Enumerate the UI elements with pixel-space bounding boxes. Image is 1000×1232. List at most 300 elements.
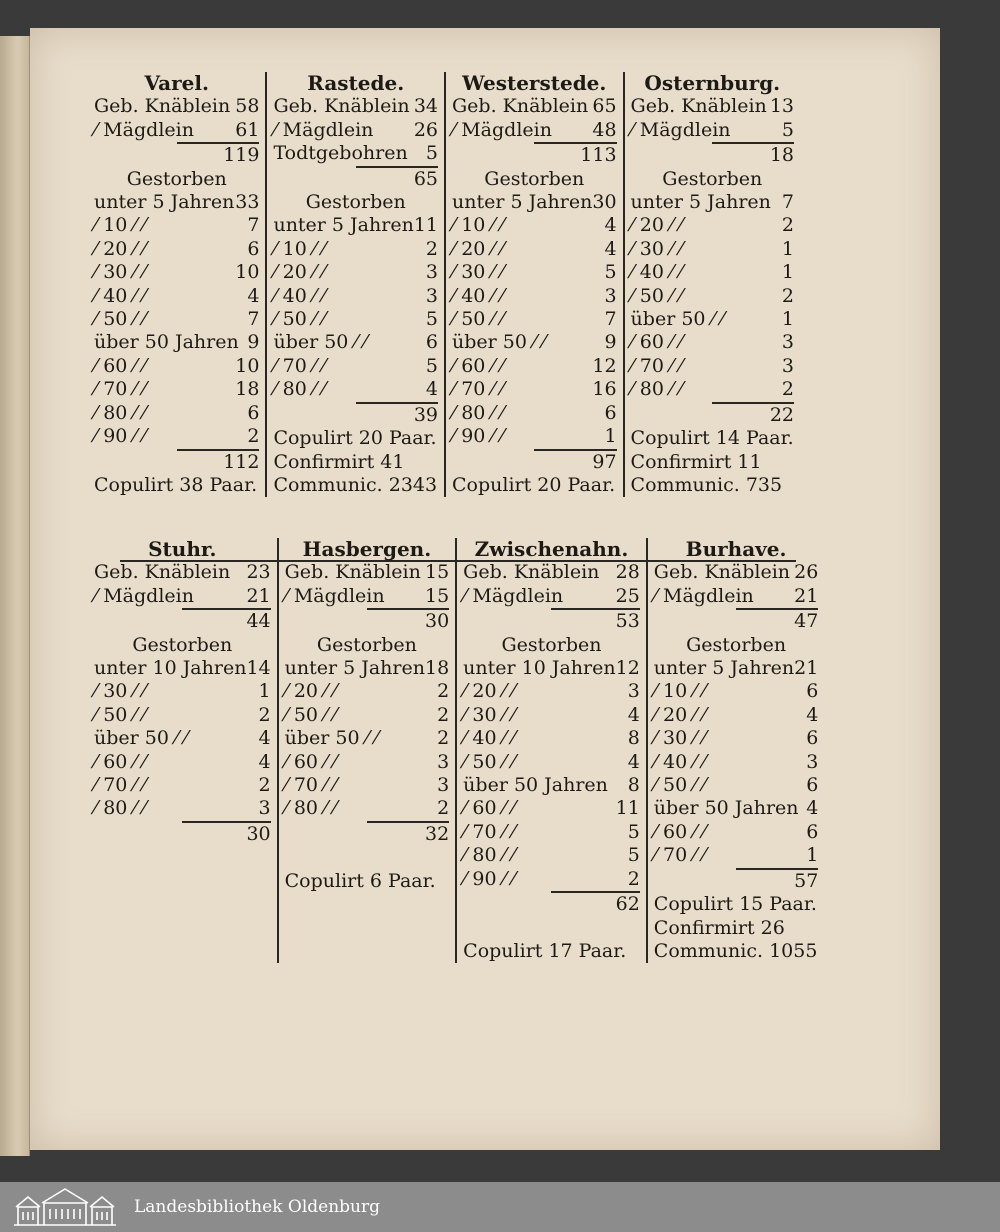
column-total: 112 [177, 449, 260, 474]
statistic-row [273, 261, 438, 284]
statistic-value: 6 [806, 727, 819, 750]
statistic-row [94, 657, 271, 680]
statistic-row [452, 308, 617, 331]
statistic-label: ⁄ 30 ⁄ ⁄ [653, 727, 706, 750]
statistic-label: ⁄ 80 ⁄ ⁄ [94, 797, 146, 820]
statistic-value: 2 [627, 867, 640, 890]
statistic-label: ⁄ Mägdlein [452, 118, 552, 141]
statistic-label: unter 10 Jahren [94, 657, 247, 680]
statistic-row [631, 285, 794, 308]
statistic-label: ⁄ Mägdlein [653, 584, 754, 607]
statistic-row [631, 261, 794, 284]
statistic-value: 11 [615, 797, 640, 820]
statistic-value: 13 [769, 95, 794, 118]
statistic-row [654, 844, 819, 867]
statistic-value: 9 [247, 331, 260, 354]
statistic-row [285, 751, 450, 774]
section-heading: Gestorben [662, 167, 763, 190]
statistic-label: über 50 ⁄ ⁄ [94, 727, 188, 750]
statistic-row [94, 355, 259, 378]
statistic-value: 6 [247, 237, 260, 260]
statistic-label: ⁄ 50 ⁄ ⁄ [653, 774, 706, 797]
statistic-label: ⁄ 10 ⁄ ⁄ [653, 680, 706, 703]
section-heading: Gestorben [686, 633, 787, 656]
statistic-value: 5 [627, 844, 640, 867]
statistic-row [452, 238, 617, 261]
summary-line: Confirmirt 41 [273, 450, 405, 473]
statistic-label: ⁄ 40 ⁄ ⁄ [94, 284, 146, 307]
statistic-value: 2 [781, 284, 794, 307]
statistic-row [94, 425, 259, 448]
section-heading: Gestorben [484, 167, 585, 190]
statistic-value: 15 [424, 561, 450, 584]
column-total: 39 [356, 402, 438, 427]
statistic-value: 7 [781, 191, 794, 214]
statistic-row [463, 561, 640, 584]
statistic-label: ⁄ 60 ⁄ ⁄ [94, 750, 146, 773]
section-heading: Gestorben [316, 633, 417, 656]
statistic-row [654, 680, 819, 703]
statistic-row [94, 751, 271, 774]
statistic-row [273, 119, 438, 142]
statistic-label: ⁄ 70 ⁄ ⁄ [653, 844, 706, 867]
statistic-label: ⁄ 70 ⁄ ⁄ [630, 354, 683, 377]
statistic-value: 2 [437, 680, 450, 703]
statistic-row [94, 680, 271, 703]
parish-column [88, 72, 265, 497]
statistic-row [463, 680, 640, 703]
statistic-value: 2 [425, 237, 438, 260]
statistic-value: 6 [604, 401, 617, 424]
statistic-row [452, 214, 617, 237]
statistic-row [94, 402, 259, 425]
parish-name: Varel. [144, 71, 209, 95]
parish-name: Rastede. [307, 71, 405, 95]
statistic-value: 21 [794, 584, 819, 607]
statistic-label: ⁄ 50 ⁄ ⁄ [94, 703, 146, 726]
statistic-value: 6 [806, 820, 819, 843]
statistic-label: Geb. Knäblein [463, 561, 600, 584]
statistic-row [631, 238, 794, 261]
book-spine-edge [0, 36, 30, 1156]
statistic-label: Geb. Knäblein [653, 561, 791, 584]
statistic-value: 1 [604, 425, 617, 448]
statistic-row [94, 331, 259, 354]
column-total: 62 [551, 891, 639, 916]
statistic-value: 4 [627, 750, 640, 773]
statistic-label: Geb. Knäblein [273, 95, 410, 118]
statistic-value: 2 [781, 378, 794, 401]
statistic-label: über 50 Jahren [94, 331, 239, 354]
statistic-row [94, 704, 271, 727]
statistic-row [463, 727, 640, 750]
statistic-value: 1 [258, 680, 271, 703]
statistic-value: 4 [258, 727, 271, 750]
statistic-label: ⁄ 70 ⁄ ⁄ [94, 774, 146, 797]
statistic-label: Geb. Knäblein [284, 561, 421, 584]
statistic-value: 1 [781, 237, 794, 260]
statistic-row [285, 797, 450, 820]
statistic-row [94, 285, 259, 308]
statistic-label: unter 5 Jahren [630, 191, 771, 214]
statistic-row [273, 95, 438, 118]
statistic-row [463, 844, 640, 867]
spacer [285, 846, 450, 869]
column-total: 97 [534, 449, 616, 474]
column-total: 113 [534, 142, 616, 167]
statistic-row [463, 821, 640, 844]
statistic-label: ⁄ 40 ⁄ ⁄ [273, 284, 326, 307]
statistic-row [654, 751, 819, 774]
statistic-row [631, 214, 794, 237]
statistic-value: 5 [781, 118, 794, 141]
statistic-row [285, 704, 450, 727]
statistic-label: Geb. Knäblein [452, 95, 589, 118]
footer-bar [0, 1182, 1000, 1232]
statistic-value: 10 [235, 354, 260, 377]
statistic-label: Geb. Knäblein [94, 561, 231, 584]
statistic-label: ⁄ 70 ⁄ ⁄ [452, 378, 504, 401]
statistic-label: ⁄ 60 ⁄ ⁄ [94, 354, 146, 377]
statistic-row [452, 191, 617, 214]
summary-line: Confirmirt 26 [653, 916, 785, 939]
statistic-row [273, 285, 438, 308]
statistic-value: 1 [806, 844, 819, 867]
statistic-value: 5 [425, 142, 438, 165]
statistic-value: 34 [413, 95, 438, 118]
statistic-row [94, 238, 259, 261]
statistic-value: 3 [627, 680, 640, 703]
statistic-label: ⁄ Mägdlein [94, 118, 194, 141]
statistic-value: 28 [615, 561, 640, 584]
statistic-value: 48 [592, 118, 617, 141]
statistic-value: 65 [592, 95, 617, 118]
statistic-label: ⁄ 80 ⁄ ⁄ [452, 401, 504, 424]
statistic-row [631, 378, 794, 401]
statistic-value: 3 [781, 354, 794, 377]
statistic-row [94, 797, 271, 820]
statistic-label: über 50 Jahren [653, 797, 799, 820]
statistic-value: 6 [247, 401, 260, 424]
statistic-value: 4 [627, 703, 640, 726]
statistic-value: 3 [781, 331, 794, 354]
statistic-row [654, 585, 819, 608]
statistic-value: 6 [806, 774, 819, 797]
section-heading: Gestorben [132, 633, 233, 656]
parish-column [88, 538, 277, 963]
statistic-row [94, 119, 259, 142]
statistic-value: 30 [592, 191, 617, 214]
bottom-parish-table [88, 537, 819, 963]
statistic-value: 14 [246, 657, 271, 680]
statistic-label: unter 5 Jahren [94, 191, 235, 214]
statistic-row [285, 680, 450, 703]
statistic-value: 4 [425, 378, 438, 401]
statistic-row [631, 355, 794, 378]
statistic-label: ⁄ 20 ⁄ ⁄ [463, 680, 515, 703]
statistic-row [654, 657, 819, 680]
statistic-label: unter 5 Jahren [452, 191, 593, 214]
statistic-row [654, 727, 819, 750]
statistic-value: 25 [615, 584, 640, 607]
statistic-label: ⁄ 70 ⁄ ⁄ [284, 774, 337, 797]
statistic-row [631, 95, 794, 118]
statistic-label: über 50 ⁄ ⁄ [284, 727, 378, 750]
column-total: 32 [367, 821, 449, 846]
statistic-label: ⁄ 80 ⁄ ⁄ [630, 378, 683, 401]
statistic-label: ⁄ 60 ⁄ ⁄ [284, 750, 337, 773]
statistic-row [654, 821, 819, 844]
statistic-row [452, 331, 617, 354]
statistic-value: 4 [258, 750, 271, 773]
statistic-label: ⁄ 80 ⁄ ⁄ [284, 797, 337, 820]
statistic-label: ⁄ Mägdlein [94, 584, 194, 607]
statistic-label: über 50 ⁄ ⁄ [630, 308, 724, 331]
statistic-label: ⁄ 30 ⁄ ⁄ [452, 261, 504, 284]
statistic-row [273, 142, 438, 165]
column-total: 22 [712, 402, 794, 427]
statistic-value: 4 [247, 284, 260, 307]
column-total: 18 [712, 142, 794, 167]
statistic-row [285, 727, 450, 750]
statistic-label: Todtgebohren [273, 142, 408, 165]
statistic-row [94, 774, 271, 797]
statistic-row [94, 378, 259, 401]
parish-name: Stuhr. [148, 537, 217, 561]
column-total: 44 [182, 608, 270, 633]
statistic-value: 3 [425, 261, 438, 284]
statistic-value: 4 [806, 797, 819, 820]
statistic-label: ⁄ Mägdlein [273, 118, 374, 141]
statistic-label: ⁄ 30 ⁄ ⁄ [630, 237, 683, 260]
statistic-value: 3 [437, 750, 450, 773]
statistic-value: 3 [258, 797, 271, 820]
statistic-row [631, 191, 794, 214]
statistic-value: 18 [235, 378, 260, 401]
statistic-label: ⁄ Mägdlein [630, 118, 731, 141]
statistic-row [273, 308, 438, 331]
statistic-value: 9 [604, 331, 617, 354]
statistic-value: 3 [806, 750, 819, 773]
statistic-row [463, 585, 640, 608]
summary-line: Copulirt 15 Paar. [653, 893, 817, 916]
statistic-row [452, 261, 617, 284]
statistic-value: 16 [592, 378, 617, 401]
statistic-value: 2 [437, 727, 450, 750]
statistic-label: ⁄ 10 ⁄ ⁄ [94, 214, 146, 237]
statistic-value: 58 [235, 95, 260, 118]
section-heading: Gestorben [305, 191, 406, 214]
statistic-label: ⁄ 50 ⁄ ⁄ [284, 703, 337, 726]
statistic-label: ⁄ 50 ⁄ ⁄ [630, 284, 683, 307]
statistic-label: ⁄ 10 ⁄ ⁄ [452, 214, 504, 237]
parish-column [277, 538, 456, 963]
statistic-label: ⁄ 20 ⁄ ⁄ [284, 680, 337, 703]
statistic-row [452, 355, 617, 378]
statistic-label: ⁄ 20 ⁄ ⁄ [94, 237, 146, 260]
statistic-row [452, 425, 617, 448]
parish-column [623, 72, 800, 497]
statistic-label: ⁄ 40 ⁄ ⁄ [463, 727, 515, 750]
statistic-row [452, 285, 617, 308]
statistic-label: unter 5 Jahren [284, 657, 425, 680]
statistic-value: 15 [424, 584, 450, 607]
statistic-row [463, 751, 640, 774]
statistic-value: 7 [247, 214, 260, 237]
statistic-row [463, 704, 640, 727]
statistic-value: 2 [437, 797, 450, 820]
statistic-label: über 50 ⁄ ⁄ [452, 331, 546, 354]
statistic-value: 2 [258, 703, 271, 726]
statistic-value: 3 [437, 774, 450, 797]
statistic-row [94, 585, 271, 608]
statistic-row [285, 561, 450, 584]
summary-line: Copulirt 14 Paar. [630, 427, 794, 450]
summary-line: Communic. 2343 [273, 473, 438, 496]
statistic-value: 7 [247, 308, 260, 331]
statistic-row [285, 585, 450, 608]
statistic-row [273, 214, 438, 237]
statistic-value: 5 [425, 308, 438, 331]
summary-line: Communic. 1055 [653, 939, 818, 962]
statistic-value: 61 [235, 118, 260, 141]
statistic-value: 4 [604, 214, 617, 237]
parish-column [646, 538, 825, 963]
statistic-value: 2 [247, 425, 260, 448]
parish-name: Zwischenahn. [474, 537, 629, 561]
statistic-label: ⁄ 30 ⁄ ⁄ [94, 680, 146, 703]
statistic-label: ⁄ 60 ⁄ ⁄ [630, 331, 683, 354]
statistic-value: 2 [258, 774, 271, 797]
statistic-label: Geb. Knäblein [630, 95, 767, 118]
statistic-label: ⁄ 70 ⁄ ⁄ [463, 820, 515, 843]
statistic-value: 3 [604, 284, 617, 307]
statistic-label: ⁄ 60 ⁄ ⁄ [452, 354, 504, 377]
statistic-row [285, 657, 450, 680]
statistic-value: 12 [615, 657, 640, 680]
summary-line: Copulirt 20 Paar. [452, 473, 616, 496]
column-total: 57 [736, 868, 818, 893]
statistic-label: ⁄ 50 ⁄ ⁄ [273, 308, 326, 331]
statistic-value: 1 [781, 308, 794, 331]
statistic-row [94, 308, 259, 331]
statistic-label: ⁄ 10 ⁄ ⁄ [273, 237, 326, 260]
column-total: 53 [551, 608, 639, 633]
statistic-value: 10 [235, 261, 260, 284]
statistic-value: 11 [413, 214, 438, 237]
statistic-label: ⁄ 50 ⁄ ⁄ [463, 750, 515, 773]
statistic-value: 3 [425, 284, 438, 307]
summary-line: Copulirt 6 Paar. [284, 869, 436, 892]
statistic-value: 5 [425, 354, 438, 377]
column-total: 65 [356, 166, 438, 191]
summary-line: Confirmirt 11 [630, 450, 762, 473]
summary-line: Copulirt 38 Paar. [94, 473, 258, 496]
statistic-value: 4 [806, 703, 819, 726]
statistic-row [94, 727, 271, 750]
statistic-label: ⁄ 20 ⁄ ⁄ [273, 261, 326, 284]
statistic-row [273, 378, 438, 401]
statistic-value: 4 [604, 237, 617, 260]
statistic-label: ⁄ 50 ⁄ ⁄ [452, 308, 504, 331]
statistic-value: 33 [235, 191, 260, 214]
statistic-label: ⁄ 50 ⁄ ⁄ [94, 308, 146, 331]
statistic-row [654, 774, 819, 797]
statistic-row [273, 355, 438, 378]
statistic-label: über 50 Jahren [463, 774, 608, 797]
statistic-label: ⁄ 70 ⁄ ⁄ [273, 354, 326, 377]
statistic-value: 26 [413, 118, 438, 141]
statistic-row [463, 657, 640, 680]
statistic-row [94, 561, 271, 584]
column-total: 119 [177, 142, 260, 167]
statistic-value: 6 [806, 680, 819, 703]
statistic-row [452, 378, 617, 401]
parish-column [455, 538, 646, 963]
statistic-value: 5 [604, 261, 617, 284]
statistic-value: 1 [781, 261, 794, 284]
statistic-label: unter 10 Jahren [463, 657, 616, 680]
statistic-value: 7 [604, 308, 617, 331]
library-name: Landesbibliothek Oldenburg [134, 1197, 381, 1217]
column-total: 30 [182, 821, 270, 846]
statistic-label: unter 5 Jahren [653, 657, 795, 680]
library-building-logo-icon [10, 1185, 120, 1229]
statistic-label: ⁄ 20 ⁄ ⁄ [653, 703, 706, 726]
statistic-row [452, 95, 617, 118]
statistic-value: 23 [246, 561, 271, 584]
statistic-value: 2 [781, 214, 794, 237]
statistic-value: 6 [425, 331, 438, 354]
statistic-value: 18 [424, 657, 450, 680]
statistic-value: 8 [627, 727, 640, 750]
statistic-label: ⁄ 60 ⁄ ⁄ [653, 820, 706, 843]
statistic-label: ⁄ 30 ⁄ ⁄ [94, 261, 146, 284]
parish-column [444, 72, 623, 497]
statistic-label: ⁄ 90 ⁄ ⁄ [463, 867, 515, 890]
statistic-label: über 50 ⁄ ⁄ [273, 331, 367, 354]
column-total: 30 [367, 608, 449, 633]
top-parish-table [88, 72, 800, 497]
statistic-label: ⁄ 80 ⁄ ⁄ [463, 844, 515, 867]
statistic-value: 2 [437, 703, 450, 726]
statistic-label: ⁄ 60 ⁄ ⁄ [463, 797, 515, 820]
statistic-label: Geb. Knäblein [94, 95, 231, 118]
statistic-row [94, 191, 259, 214]
statistic-row [463, 774, 640, 797]
statistic-row [94, 95, 259, 118]
statistic-row [452, 119, 617, 142]
statistic-label: ⁄ 40 ⁄ ⁄ [630, 261, 683, 284]
statistic-value: 21 [246, 584, 271, 607]
statistic-label: ⁄ 30 ⁄ ⁄ [463, 703, 515, 726]
statistic-label: ⁄ 20 ⁄ ⁄ [452, 237, 504, 260]
statistic-value: 26 [794, 561, 819, 584]
parish-name: Osternburg. [644, 71, 781, 95]
summary-line: Copulirt 17 Paar. [463, 939, 627, 962]
statistic-row [654, 704, 819, 727]
statistic-row [654, 797, 819, 820]
statistic-row [285, 774, 450, 797]
statistic-label: ⁄ 40 ⁄ ⁄ [653, 750, 706, 773]
statistic-row [94, 261, 259, 284]
statistic-label: ⁄ Mägdlein [284, 584, 385, 607]
statistic-label: ⁄ Mägdlein [463, 584, 564, 607]
parish-column [265, 72, 444, 497]
statistic-value: 12 [592, 354, 617, 377]
statistic-row [273, 331, 438, 354]
statistic-label: ⁄ 90 ⁄ ⁄ [452, 425, 504, 448]
